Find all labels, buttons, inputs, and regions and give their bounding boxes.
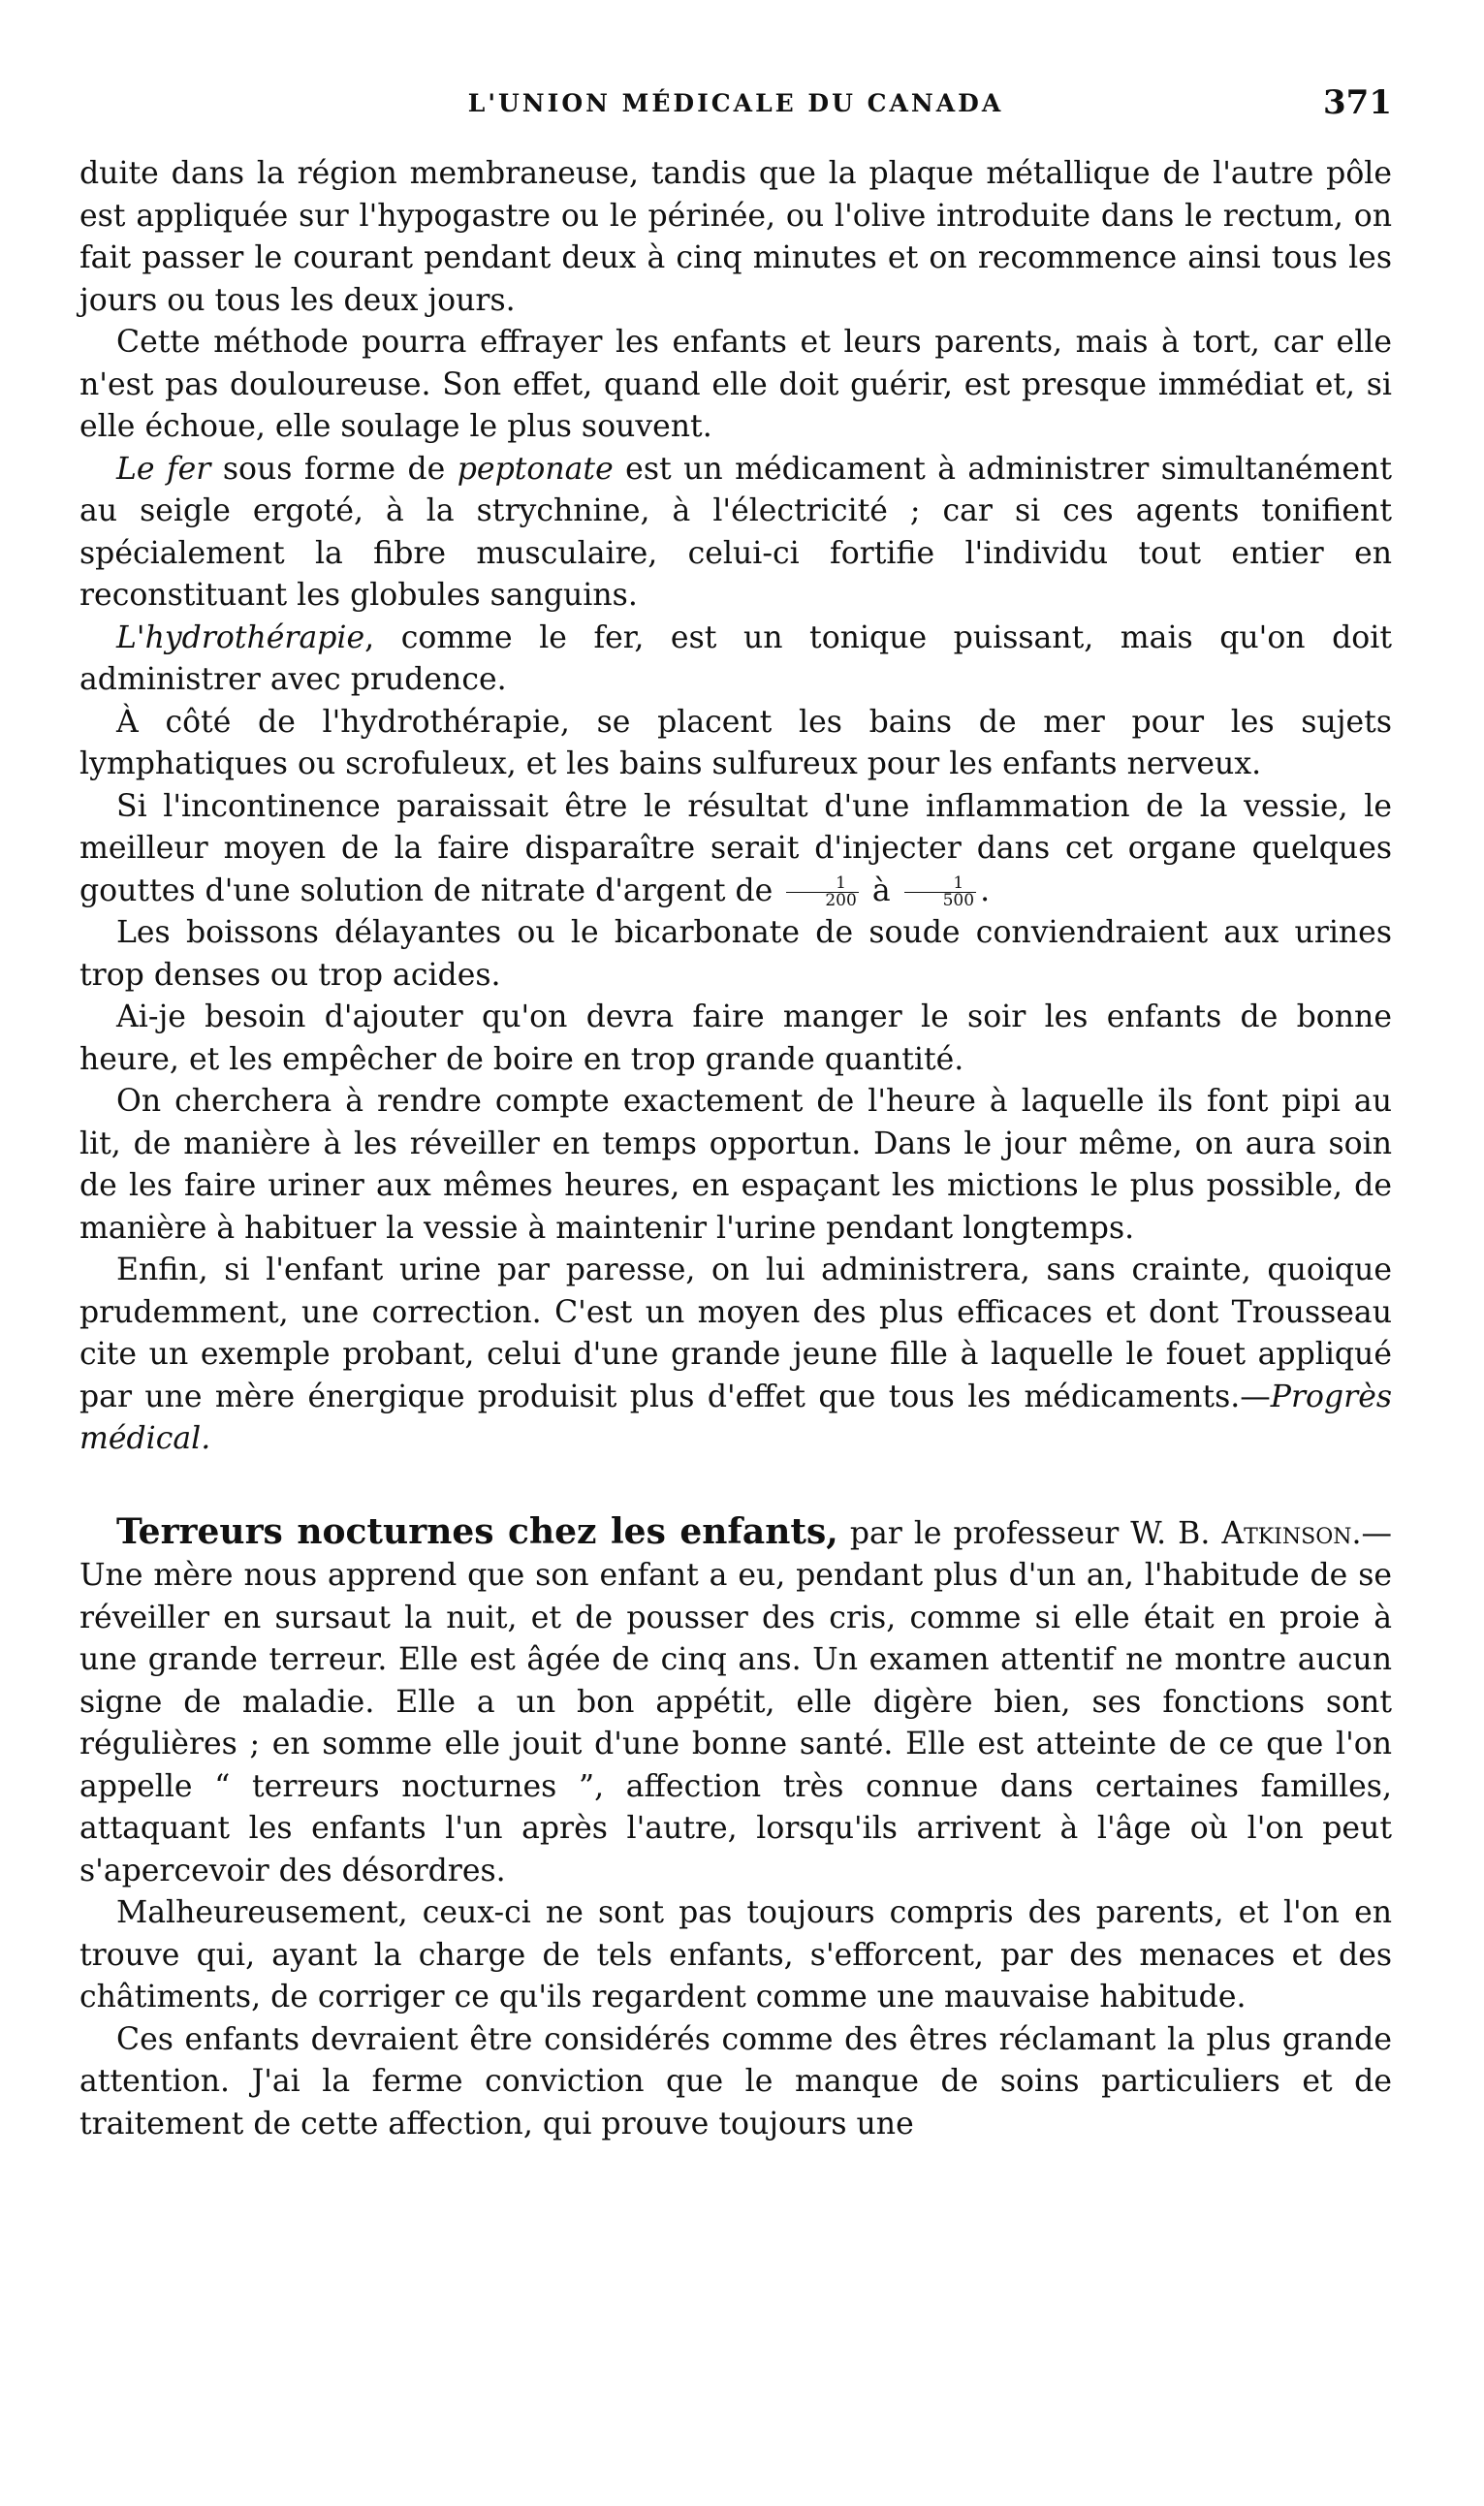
paragraph-baths: À côté de l'hydrothérapie, se placent les bains de mer pour les sujets lymphatiques ou scrofuleux, et les bains sulfureux pour les enfants nerveux. bbox=[79, 704, 1392, 781]
paragraph-evening-meal: Ai-je besoin d'ajouter qu'on devra faire manger le soir les enfants de bonne heure, et les empêcher de boire en trop grande quantité. bbox=[79, 999, 1392, 1077]
paragraph-hydrotherapy-text: , comme le fer, est un tonique puissant, mais qu'on doit administrer avec prudence. bbox=[79, 619, 1392, 697]
paragraph-inflammation-text: Si l'incontinence paraissait être le résultat d'une inflammation de la vessie, le meilleur moyen de la faire disparaître serait d'injecter dans cet organe quelques gouttes d'une solution de nitrate d'argent de bbox=[79, 788, 1392, 908]
paragraph-timing: On cherchera à rendre compte exactement de l'heure à laquelle ils font pipi au lit, de manière à les réveiller en temps opportun. Dans le jour même, on aura soin de les faire uriner aux mêmes heures, en espaçant les mictions le plus possible, de manière à habituer la vessie à maintenir l'urine pendant longtemps. bbox=[79, 1084, 1392, 1246]
term-peptonate: peptonate bbox=[457, 451, 614, 487]
paragraph-misunderstood: Malheureusement, ceux-ci ne sont pas toujours compris des parents, et l'on en trouve qui, ayant la charge de tels enfants, s'efforcent, par des menaces et des châtiments, de corriger ce qu'ils regardent comme une mauvaise habitude. bbox=[79, 1895, 1392, 2014]
author-name: Atkinson bbox=[1221, 1515, 1352, 1551]
page-number: 371 bbox=[1323, 83, 1392, 122]
paragraph-hydrotherapy bbox=[79, 618, 1392, 702]
paragraph-inflammation-end: . bbox=[980, 872, 991, 908]
section-night-terrors bbox=[79, 1511, 1392, 1893]
fraction-connector: à bbox=[871, 872, 891, 908]
fraction-one-five-hundredth: $\frac{1}{500}$ bbox=[904, 875, 976, 909]
paragraph-drinks: Les boissons délayantes ou le bicarbonate de soude conviendraient aux urines trop denses ou trop acides. bbox=[79, 915, 1392, 993]
section-title: Terreurs nocturnes chez les enfants, bbox=[116, 1510, 838, 1552]
paragraph-iron-text-b: est un médicament à administrer simultanément au seigle ergoté, à la strychnine, à l'électricité ; car si ces agents tonifient spécialement la fibre musculaire, celui-ci fortifie l'individu tout entier en reconstituant les globules sanguins. bbox=[79, 451, 1393, 613]
paragraph-iron-text-a: sous forme de bbox=[210, 451, 458, 487]
paragraph-correction bbox=[79, 1250, 1392, 1461]
paragraph-iron bbox=[79, 449, 1392, 618]
running-title: L'UNION MÉDICALE DU CANADA bbox=[467, 89, 1004, 117]
paragraph-continued: duite dans la région membraneuse, tandis que la plaque métallique de l'autre pôle est appliquée sur l'hypogastre ou le périnée, ou l'olive introduite dans le rectum, on fait passer le courant pendant deux à cinq minutes et on recommence ainsi tous les jours ou tous les deux jours. bbox=[79, 156, 1392, 318]
section-byline: par le professeur W. B. bbox=[837, 1515, 1222, 1551]
article-body bbox=[79, 153, 1392, 2145]
paragraph-correction-text: Enfin, si l'enfant urine par paresse, on lui administrera, sans crainte, quoique prudemment, une correction. C'est un moyen des plus efficaces et dont Trousseau cite un exemple probant, celui d'une grande jeune fille à laquelle le fouet appliqué par une mère énergique produisit plus d'effet que tous les médicaments.— bbox=[79, 1253, 1392, 1414]
term-hydrotherapie: L'hydrothérapie bbox=[116, 619, 365, 655]
running-header bbox=[79, 83, 1392, 128]
source-citation: Progrès médical. bbox=[79, 1379, 1392, 1456]
fraction-one-two-hundredth: $\frac{1}{200}$ bbox=[786, 875, 858, 909]
paragraph-method: Cette méthode pourra effrayer les enfants et leurs parents, mais à tort, car elle n'est pas douloureuse. Son effet, quand elle doit guérir, est presque immédiat et, si elle échoue, elle soulage le plus souvent. bbox=[79, 325, 1392, 444]
paragraph-inflammation bbox=[79, 786, 1392, 913]
term-le-fer: Le fer bbox=[116, 451, 211, 487]
paragraph-attention: Ces enfants devraient être considérés comme des êtres réclamant la plus grande attention. J'ai la ferme conviction que le manque de soins particuliers et de traitement de cette affection, qui prouve toujours une bbox=[79, 2021, 1392, 2141]
section-text: .—Une mère nous apprend que son enfant a eu, pendant plus d'un an, l'habitude de se réveiller en sursaut la nuit, et de pousser des cris, comme si elle était en proie à une grande terreur. Elle est âgée de cinq ans. Un examen attentif ne montre aucun signe de maladie. Elle a un bon appétit, elle digère bien, ses fonctions sont régulières ; en somme elle jouit d'une bonne santé. Elle est atteinte de ce que l'on appelle “ terreurs nocturnes ”, affection très connue dans certaines familles, attaquant les enfants l'un après l'autre, lorsqu'ils arrivent à l'âge où l'on peut s'apercevoir des désordres. bbox=[79, 1515, 1392, 1888]
